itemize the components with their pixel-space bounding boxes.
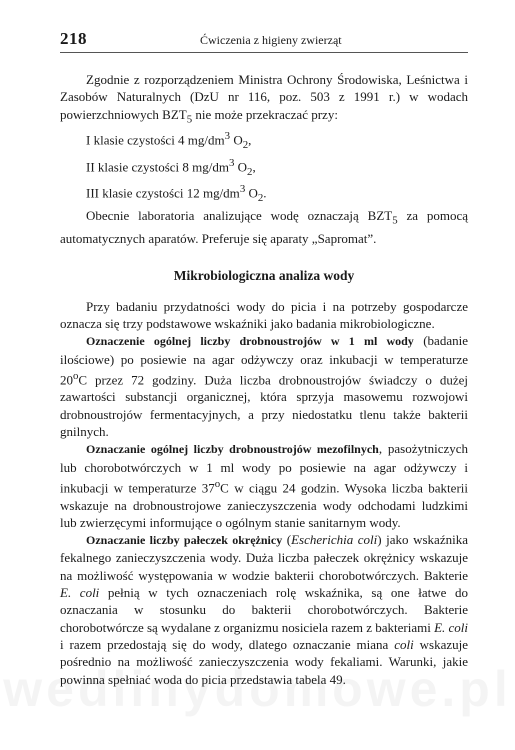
paragraph-total-count: Oznaczenie ogólnej liczby drobnoustrojów w 1 ml wody (badanie ilościowe) po posiewie na agar odżywczy oraz inkubacji w temperaturze 20$^o$C przez 72 godziny. Duża liczba drobnoustrojów świadczy o dużej zawartości substancji organicznej, która sprzyja masowemu rozwojowi drobnoustrojów fermentacyjnych, a przy niedostatku tlenu także bakterii gnilnych. (60, 333, 468, 440)
term-mesophilic: Oznaczanie ogólnej liczby drobnoustrojów mezofilnych (86, 442, 379, 457)
paragraph-mesophilic: Oznaczanie ogólnej liczby drobnoustrojów mezofilnych, pasożytniczych lub chorobotwórczych w 1 ml wody po posiewie na agar odżywczy i inkubacji w temperaturze 37$^o$C w ciągu 24 godzin. Wysoka liczba bakterii wskazuje na drobnoustrojowe zanieczyszczenia wody odchodami ludzkimi lub zwierzęcymi informujące o ogólnym stanie sanitarnym wody. (60, 441, 469, 530)
page-header (60, 28, 468, 53)
purity-class-3: III klasie czystości 12 $mg/dm^3$ $O_2$. (86, 182, 267, 204)
term-coli: Oznaczanie liczby pałeczek okrężnicy (86, 533, 283, 548)
paragraph-coli: Oznaczanie liczby pałeczek okrężnicy (Escherichia coli) jako wskaźnika fekalnego zanieczyszczenia wody. Duża liczba pałeczek okrężnicy wskazuje na możliwość występowania w wodzie bakterii chorobotwórczych. Bakterie E. coli pełnią w tych oznaczeniach rolę wskaźnika, są one łatwe do oznaczania w stosunku do bakterii chorobotwórczych. Bakterie chorobotwórcze są wydalane z organizmu nosiciela razem z bakteriami E. coli i razem przedostają się do wody, dlatego oznaczanie miana coli wskazuje pośrednio na możliwość zanieczyszczenia wody fekaliami. Warunki, jakie powinna spełniać woda do picia przedstawia tabela 49. (60, 532, 469, 687)
purity-class-2: II klasie czystości 8 $mg/dm^3$ $O_2$, (86, 156, 256, 178)
running-title: Ćwiczenia z higieny zwierząt (200, 33, 342, 47)
term-total-count: Oznaczenie ogólnej liczby drobnoustrojów w 1 ml wody (86, 334, 414, 349)
purity-class-1: I klasie czystości 4 $mg/dm^3$ $O_2$, (86, 130, 252, 152)
paragraph-sapromat: Obecnie laboratoria analizujące wodę oznaczają $BZT_5$ za pomocą automatycznych aparatów. Preferuje się aparaty „Sapromat”. (60, 208, 468, 247)
book-page (60, 28, 468, 688)
page-body (60, 71, 468, 688)
page-number: 218 (60, 29, 87, 48)
section-title: Mikrobiologiczna analiza wody (173, 268, 355, 284)
paragraph-indicators: Przy badaniu przydatności wody do picia i na potrzeby gospodarcze oznacza się trzy podstawowe wskaźniki jako badania mikrobiologiczne. (60, 298, 468, 331)
paragraph-regulation: Zgodnie z rozporządzeniem Ministra Ochrony Środowiska, Leśnictwa i Zasobów Naturalnych (DzU nr 116, poz. 503 z 1991 r.) w wodach powierzchniowych $BZT_5$ nie może przekraczać przy: (60, 72, 468, 126)
